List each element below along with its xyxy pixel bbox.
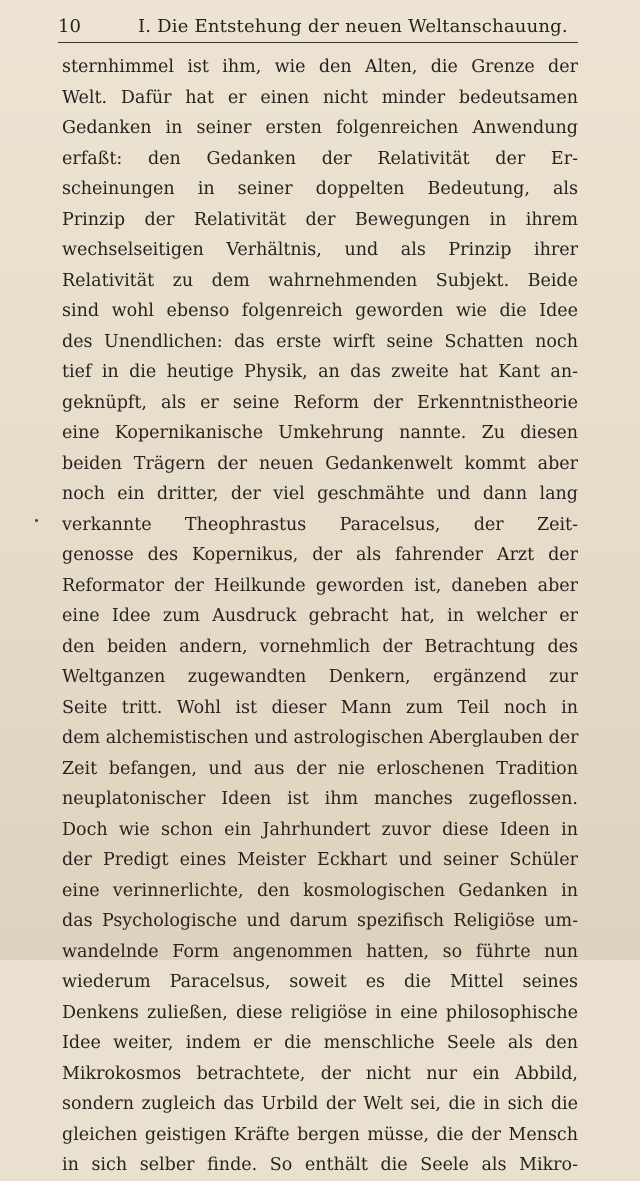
text-line: Seite tritt. Wohl ist dieser Mann zum Teil noch in — [62, 697, 578, 718]
body-text — [62, 52, 578, 1181]
page-number: 10 — [58, 16, 81, 37]
text-line: Gedanken in seiner ersten folgenreichen Anwendung — [62, 118, 578, 138]
text-line: gleichen geistigen Kräfte bergen müsse, die der Mensch — [62, 1124, 578, 1145]
text-line: sondern zugleich das Urbild der Welt sei, die in sich die — [62, 1094, 578, 1114]
text-line: Prinzip der Relativität der Bewegungen in ihrem — [62, 209, 578, 230]
text-line: eine verinnerlichte, den kosmologischen Gedanken in — [62, 880, 578, 901]
text-line: in sich selber finde. So enthält die Seele als Mikro- — [62, 1155, 578, 1175]
text-line: Doch wie schon ein Jahrhundert zuvor diese Ideen in — [62, 819, 578, 840]
text-line: verkannte Theophrastus Paracelsus, der Zeit- — [62, 514, 578, 535]
text-line: der Predigt eines Meister Eckhart und seiner Schüler — [62, 850, 578, 870]
text-line: erfaßt: den Gedanken der Relativität der Er- — [62, 148, 578, 169]
text-line: neuplatonischer Ideen ist ihm manches zugeflossen. — [62, 789, 578, 809]
text-line: Denkens zuließen, diese religiöse in eine philosophische — [62, 1002, 578, 1023]
running-head — [58, 12, 578, 42]
text-line: Relativität zu dem wahrnehmenden Subjekt. Beide — [62, 270, 578, 291]
running-title: I. Die Entstehung der neuen Weltanschauung. — [138, 16, 568, 37]
paper-speck — [35, 519, 38, 522]
text-line: wiederum Paracelsus, soweit es die Mittel seines — [62, 972, 578, 992]
text-line: wandelnde Form angenommen hatten, so führte nun — [62, 941, 578, 962]
text-line: noch ein dritter, der viel geschmähte und dann lang — [62, 484, 578, 504]
text-line: Welt. Dafür hat er einen nicht minder bedeutsamen — [62, 87, 578, 108]
text-line: Mikrokosmos betrachtete, der nicht nur ein Abbild, — [62, 1063, 578, 1084]
header-rule — [58, 42, 578, 43]
text-line: eine Idee zum Ausdruck gebracht hat, in welcher er — [62, 606, 578, 626]
text-line: den beiden andern, vornehmlich der Betrachtung des — [62, 636, 578, 657]
text-line: Weltganzen zugewandten Denkern, ergänzend zur — [62, 667, 578, 687]
text-line: Zeit befangen, und aus der nie erloschenen Tradition — [62, 758, 578, 779]
text-line: geknüpft, als er seine Reform der Erkenntnistheorie — [62, 392, 578, 413]
text-line: eine Kopernikanische Umkehrung nannte. Zu diesen — [62, 423, 578, 443]
text-line: des Unendlichen: das erste wirft seine Schatten noch — [62, 331, 578, 352]
text-line: wechselseitigen Verhältnis, und als Prinzip ihrer — [62, 240, 578, 260]
text-line: scheinungen in seiner doppelten Bedeutung, als — [62, 179, 578, 199]
text-line: tief in die heutige Physik, an das zweite hat Kant an- — [62, 362, 578, 382]
text-line: dem alchemistischen und astrologischen Aberglauben der — [62, 728, 579, 748]
text-line: Reformator der Heilkunde geworden ist, daneben aber — [62, 575, 578, 596]
text-line: genosse des Kopernikus, der als fahrender Arzt der — [62, 545, 578, 565]
text-line: beiden Trägern der neuen Gedankenwelt kommt aber — [62, 453, 578, 474]
text-line: Idee weiter, indem er die menschliche Seele als den — [62, 1033, 578, 1053]
text-line: das Psychologische und darum spezifisch Religiöse um- — [62, 911, 578, 931]
text-line: sternhimmel ist ihm, wie den Alten, die Grenze der — [62, 57, 578, 77]
text-line: sind wohl ebenso folgenreich geworden wie die Idee — [62, 301, 578, 321]
